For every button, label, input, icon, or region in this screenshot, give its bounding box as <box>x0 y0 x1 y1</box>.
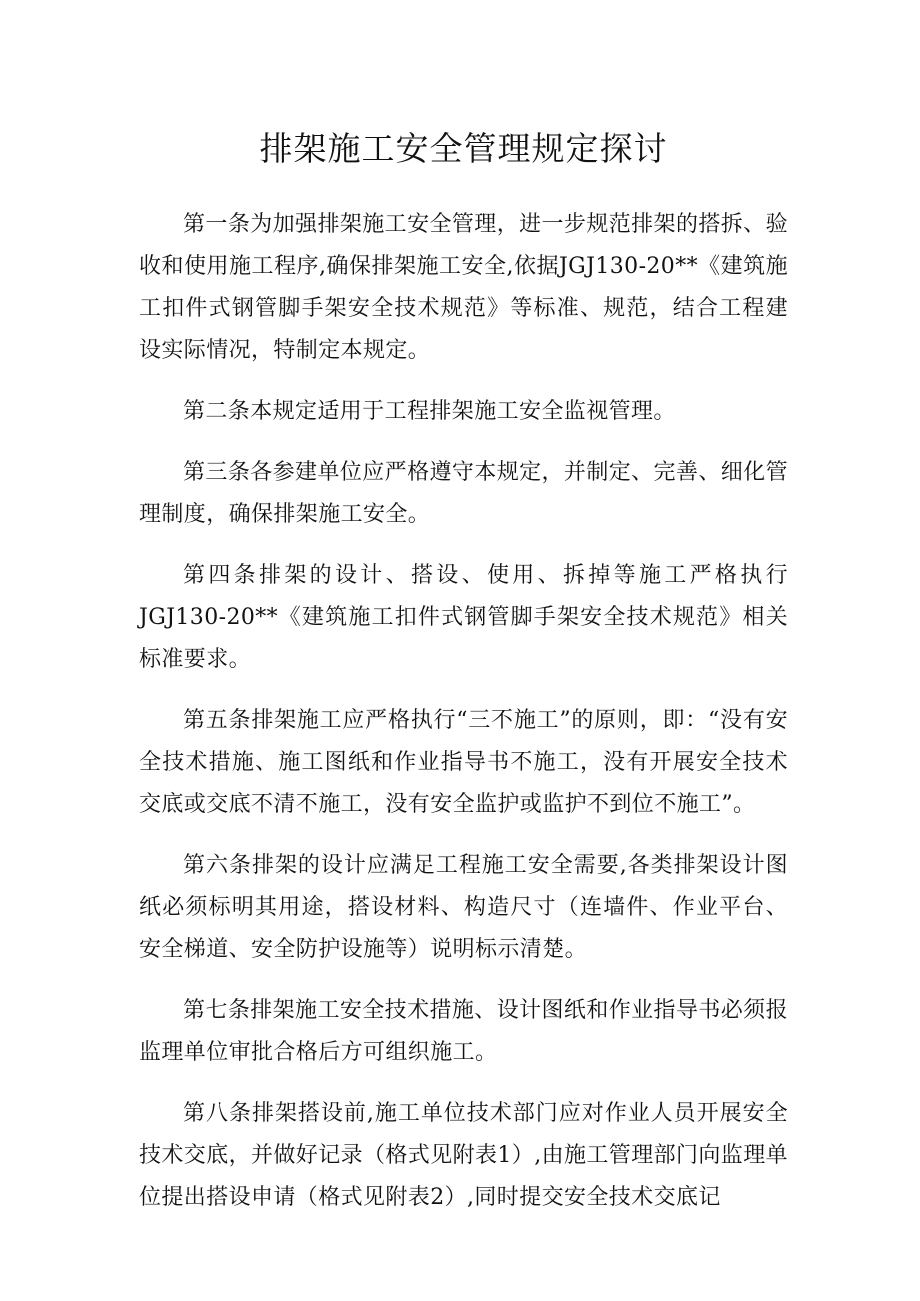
article-8-paragraph: 第八条排架搭设前,施工单位技术部门应对作业人员开展安全技术交底，并做好记录（格式见附表1）,由施工管理部门向监理单位提出搭设申请（格式见附表2）,同时提交安全技术交底记 <box>139 1101 788 1210</box>
article-2-paragraph: 第二条本规定适用于工程排架施工安全监视管理。 <box>183 399 676 424</box>
article-1-paragraph: 第一条为加强排架施工安全管理，进一步规范排架的搭拆、验收和使用施工程序,确保排架施工安全,依据JGJ130-20**《建筑施工扣件式钢管脚手架安全技术规范》等标准、规范，结合工程建设实际情况，特制定本规定。 <box>139 212 788 363</box>
article-4-paragraph: 第四条排架的设计、搭设、使用、拆掉等施工严格执行JGJ130-20**《建筑施工扣件式钢管脚手架安全技术规范》相关标准要求。 <box>139 563 788 672</box>
article-7-paragraph: 第七条排架施工安全技术措施、设计图纸和作业指导书必须报监理单位审批合格后方可组织施工。 <box>139 998 788 1065</box>
document-title: 排架施工安全管理规定探讨 <box>259 129 668 168</box>
article-5-paragraph: 第五条排架施工应严格执行“三不施工”的原则，即：“没有安全技术措施、施工图纸和作业指导书不施工，没有开展安全技术交底或交底不清不施工，没有安全监护或监护不到位不施工”。 <box>139 708 788 817</box>
article-6-paragraph: 第六条排架的设计应满足工程施工安全需要,各类排架设计图纸必须标明其用途，搭设材料、构造尺寸（连墙件、作业平台、安全梯道、安全防护设施等）说明标示清楚。 <box>139 853 788 962</box>
article-3-paragraph: 第三条各参建单位应严格遵守本规定，并制定、完善、细化管理制度，确保排架施工安全。 <box>139 460 788 527</box>
